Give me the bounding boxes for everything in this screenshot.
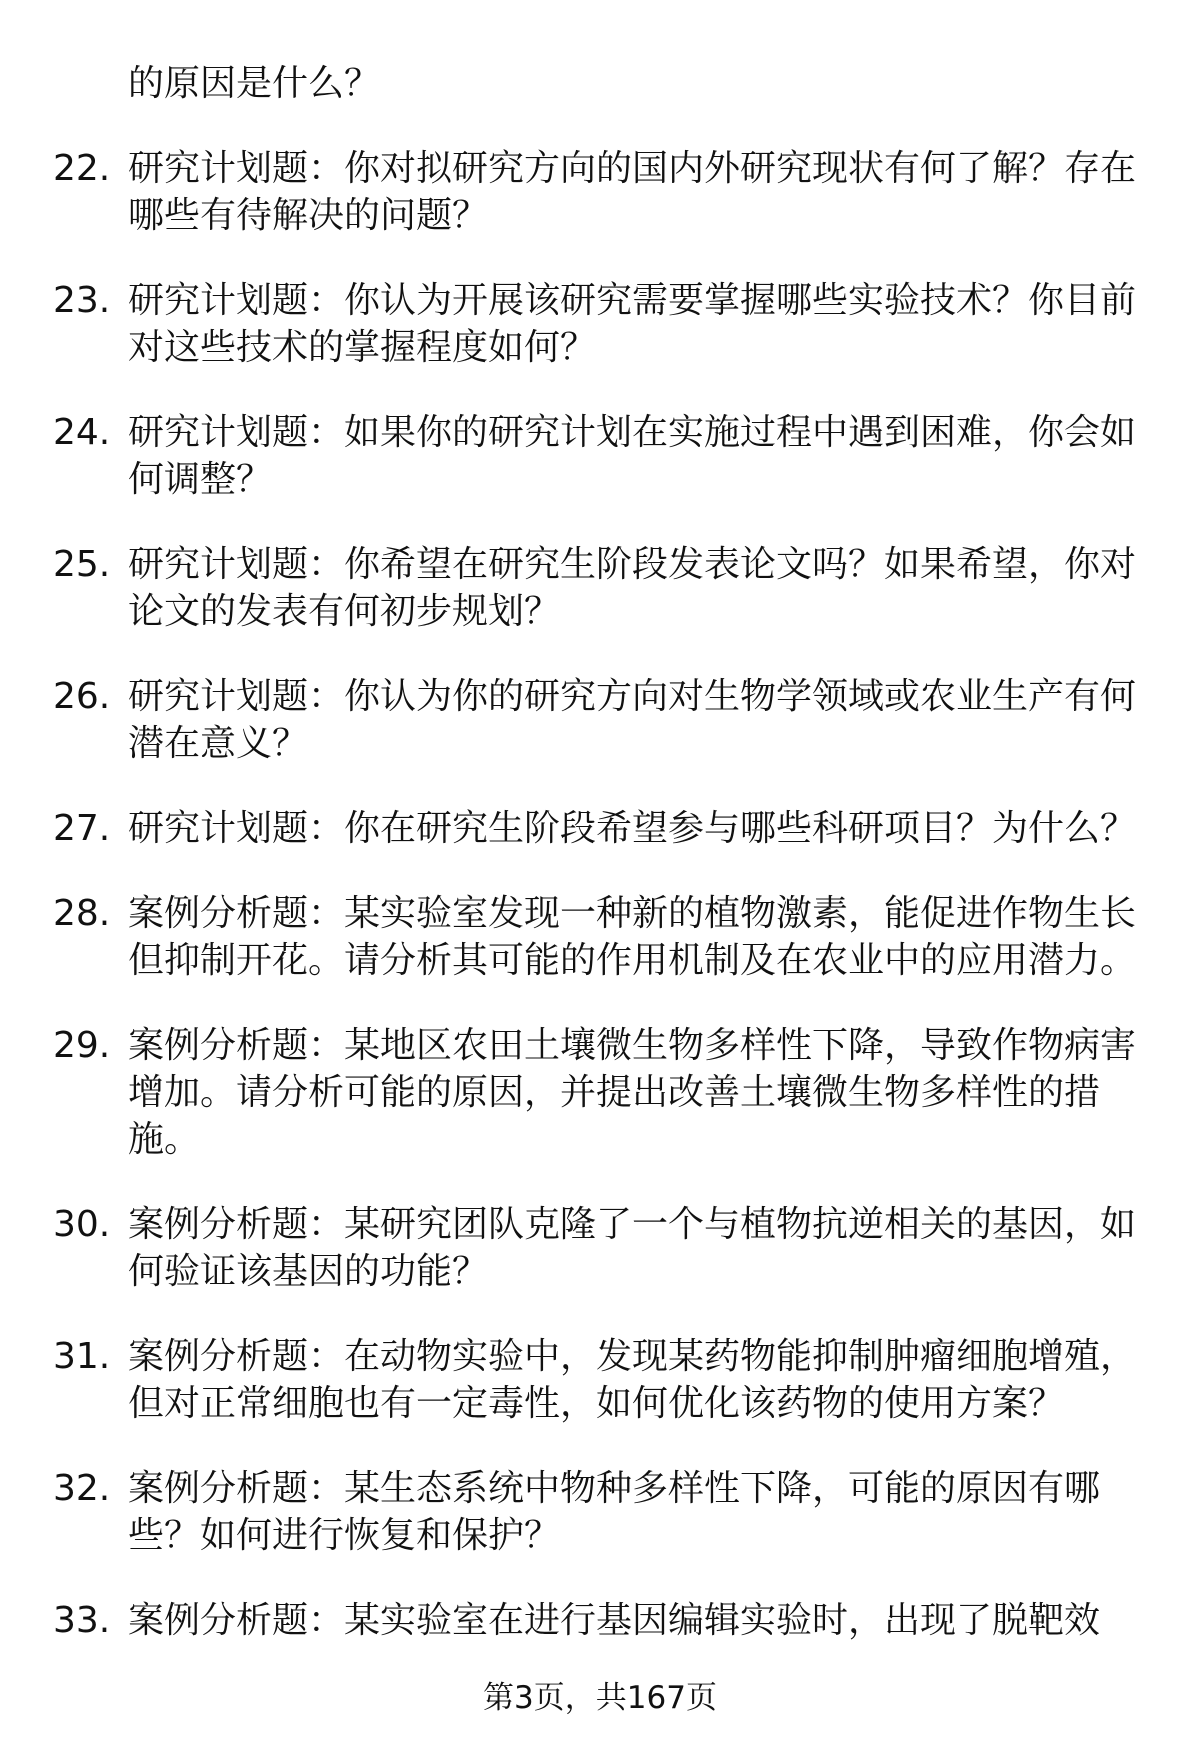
- text-line: 研究计划题：你认为开展该研究需要掌握哪些实验技术？你目前: [128, 280, 1137, 321]
- text-line: 何验证该基因的功能？: [128, 1251, 489, 1292]
- question-item: [0, 409, 1200, 503]
- text-line: 哪些有待解决的问题？: [128, 195, 489, 236]
- continuation-text: [0, 60, 1200, 107]
- question-item: [0, 1201, 1200, 1295]
- text-line: 何调整？: [128, 459, 273, 500]
- text-line: 研究计划题：你在研究生阶段希望参与哪些科研项目？为什么？: [128, 808, 1137, 849]
- text-line: 研究计划题：你希望在研究生阶段发表论文吗？如果希望，你对: [128, 544, 1137, 585]
- page-footer: 第3页，共167页: [483, 1680, 717, 1716]
- text-line: 研究计划题：你认为你的研究方向对生物学领域或农业生产有何: [128, 676, 1137, 717]
- question-item: [0, 541, 1200, 635]
- text-line: 案例分析题：某实验室在进行基因编辑实验时，出现了脱靶效: [128, 1600, 1101, 1641]
- question-number: 31.: [53, 1336, 111, 1377]
- text-line: 潜在意义？: [128, 723, 309, 764]
- question-number: 23.: [53, 280, 111, 321]
- text-line: 施。: [128, 1119, 201, 1160]
- question-item: [0, 277, 1200, 371]
- question-text: [128, 673, 1200, 767]
- question-number: 30.: [53, 1204, 111, 1245]
- text-line: 但抑制开花。请分析其可能的作用机制及在农业中的应用潜力。: [128, 940, 1137, 981]
- text-line: 研究计划题：如果你的研究计划在实施过程中遇到困难，你会如: [128, 412, 1137, 453]
- question-item: [0, 145, 1200, 239]
- question-item: [0, 1333, 1200, 1427]
- question-item: [0, 1597, 1200, 1644]
- question-item: [0, 1465, 1200, 1559]
- text-line: 但对正常细胞也有一定毒性，如何优化该药物的使用方案？: [128, 1383, 1065, 1424]
- question-text: [128, 409, 1200, 503]
- question-text: [128, 1022, 1200, 1163]
- question-text: [128, 1465, 1200, 1559]
- item-lines: [128, 60, 1200, 107]
- text-line: 案例分析题：某生态系统中物种多样性下降，可能的原因有哪: [128, 1468, 1101, 1509]
- text-line: 的原因是什么？: [128, 63, 381, 104]
- document-page: [0, 60, 1200, 1682]
- text-line: 对这些技术的掌握程度如何？: [128, 327, 597, 368]
- text-line: 论文的发表有何初步规划？: [128, 591, 561, 632]
- question-text: [128, 1597, 1200, 1644]
- question-number: 33.: [53, 1600, 111, 1641]
- question-item: [0, 673, 1200, 767]
- question-text: [128, 277, 1200, 371]
- text-line: 些？如何进行恢复和保护？: [128, 1515, 561, 1556]
- question-number: 26.: [53, 676, 111, 717]
- question-text: [128, 145, 1200, 239]
- text-line: 案例分析题：某地区农田土壤微生物多样性下降，导致作物病害: [128, 1025, 1137, 1066]
- text-line: 案例分析题：某研究团队克隆了一个与植物抗逆相关的基因，如: [128, 1204, 1137, 1245]
- question-number: 24.: [53, 412, 111, 453]
- question-text: [128, 890, 1200, 984]
- question-number: 25.: [53, 544, 111, 585]
- question-text: [128, 541, 1200, 635]
- question-text: [128, 1333, 1200, 1427]
- question-number: 32.: [53, 1468, 111, 1509]
- question-number: 27.: [53, 808, 111, 849]
- question-item: [0, 805, 1200, 852]
- question-number: 29.: [53, 1025, 111, 1066]
- question-number: 22.: [53, 148, 111, 189]
- text-line: 增加。请分析可能的原因，并提出改善土壤微生物多样性的措: [128, 1072, 1101, 1113]
- question-text: [128, 805, 1200, 852]
- text-line: 案例分析题：某实验室发现一种新的植物激素，能促进作物生长: [128, 893, 1137, 934]
- question-item: [0, 890, 1200, 984]
- question-text: [128, 1201, 1200, 1295]
- question-item: [0, 1022, 1200, 1163]
- text-line: 研究计划题：你对拟研究方向的国内外研究现状有何了解？存在: [128, 148, 1137, 189]
- text-line: 案例分析题：在动物实验中，发现某药物能抑制肿瘤细胞增殖，: [128, 1336, 1137, 1377]
- question-number: 28.: [53, 893, 111, 934]
